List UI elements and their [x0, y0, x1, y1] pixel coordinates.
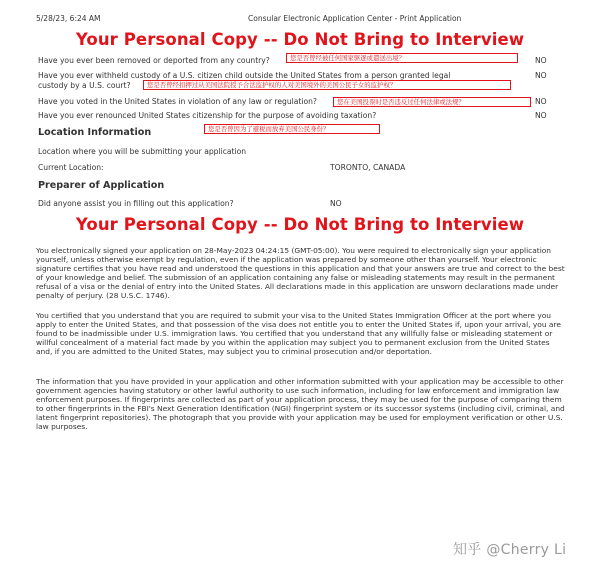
preparer-answer: NO — [330, 199, 342, 208]
print-header — [0, 14, 600, 26]
preparer-section-title: Preparer of Application — [38, 180, 165, 191]
certification-paragraph-signature: You electronically signed your application on 28-May-2023 04:24:15 (GMT-05:00). You were required to electronically sign your application yourself, unless otherwise exempt by regulation, even if the application was prepared by someone other than yourself. Your electronic signature certifies that you have read and understood the questions in this application and that your answers are true and correct to the best of your knowledge and belief. The submission of an application containing any false or misleading statements may result in the permanent refusal of a visa or the denial of entry into the United States. All declarations made in this application are unsworn declarations made under penalty of perjury. (28 U.S.C. 1746). — [36, 246, 565, 301]
certification-paragraph-port-of-entry: You certified that you understand that you are required to submit your visa to the United States Immigration Officer at the port where you apply to enter the United States, and that possession of the visa does not entitle you to enter the United States if, upon your arrival, you are found to be inadmissible under U.S. immigration laws. You certified that you understand that any willfully false or misleading statement or willful concealment of a material fact made by you within the application may subject you to permanent exclusion from the United States and, if you are admitted to the United States, may subject you to criminal prosecution and/or deportation. — [36, 311, 561, 357]
question-renounced-citizenship: Have you ever renounced United States citizenship for the purpose of avoiding taxation? — [38, 111, 377, 120]
personal-copy-banner-mid: Your Personal Copy -- Do Not Bring to Interview — [75, 215, 525, 234]
location-subtitle: Location where you will be submitting your application — [38, 147, 247, 156]
answer-voted-violation: NO — [535, 97, 547, 106]
answer-removed-deported: NO — [535, 56, 547, 65]
current-location-label: Current Location: — [38, 163, 104, 172]
translation-note-renounced-citizenship: 您是否曾因为了避税而放弃美国公民身份？ — [204, 124, 380, 134]
translation-note-removed-deported: 您是否曾经被任何国家驱逐或遣送出境？ — [286, 53, 518, 63]
personal-copy-banner-top: Your Personal Copy -- Do Not Bring to Interview — [75, 30, 525, 49]
answer-withheld-custody: NO — [535, 71, 547, 80]
answer-renounced-citizenship: NO — [535, 111, 547, 120]
print-site-title: Consular Electronic Application Center - Print Application — [248, 14, 462, 23]
preparer-question: Did anyone assist you in filling out this application? — [38, 199, 234, 208]
location-section-title: Location Information — [38, 127, 152, 138]
certification-paragraph-information-use: The information that you have provided in your application and other information submitted with your application may be accessible to other government agencies having statutory or other lawful authority to use such information, including for law enforcement and immigration law enforcement purposes. If fingerprints are collected as part of your application process, they may be used for the purpose of comparing them to other fingerprints in the FBI's Next Generation Identification (NGI) fingerprint system or its successor systems (including civil, criminal, and latent fingerprint repositories). The photograph that you provide with your application may be used for employment verification or other U.S. law purposes. — [36, 377, 565, 432]
print-datetime: 5/28/23, 6:24 AM — [36, 14, 101, 23]
current-location-value: TORONTO, CANADA — [330, 163, 406, 172]
question-voted-violation: Have you voted in the United States in violation of any law or regulation? — [38, 97, 317, 106]
question-withheld-custody: Have you ever withheld custody of a U.S. citizen child outside the United States from a person granted legal custody by a U.S. court? — [38, 71, 451, 90]
question-removed-deported: Have you ever been removed or deported from any country? — [38, 56, 270, 65]
zhihu-watermark: 知乎 @Cherry Li — [453, 542, 567, 558]
translation-note-voted-violation: 您在美国投票时是否违反过任何法律或法规？ — [333, 97, 531, 107]
translation-note-withheld-custody: 您是否曾经扣押过从美国法院授予合法监护权的人对美国境外的美国公民子女的监护权？ — [143, 80, 511, 90]
